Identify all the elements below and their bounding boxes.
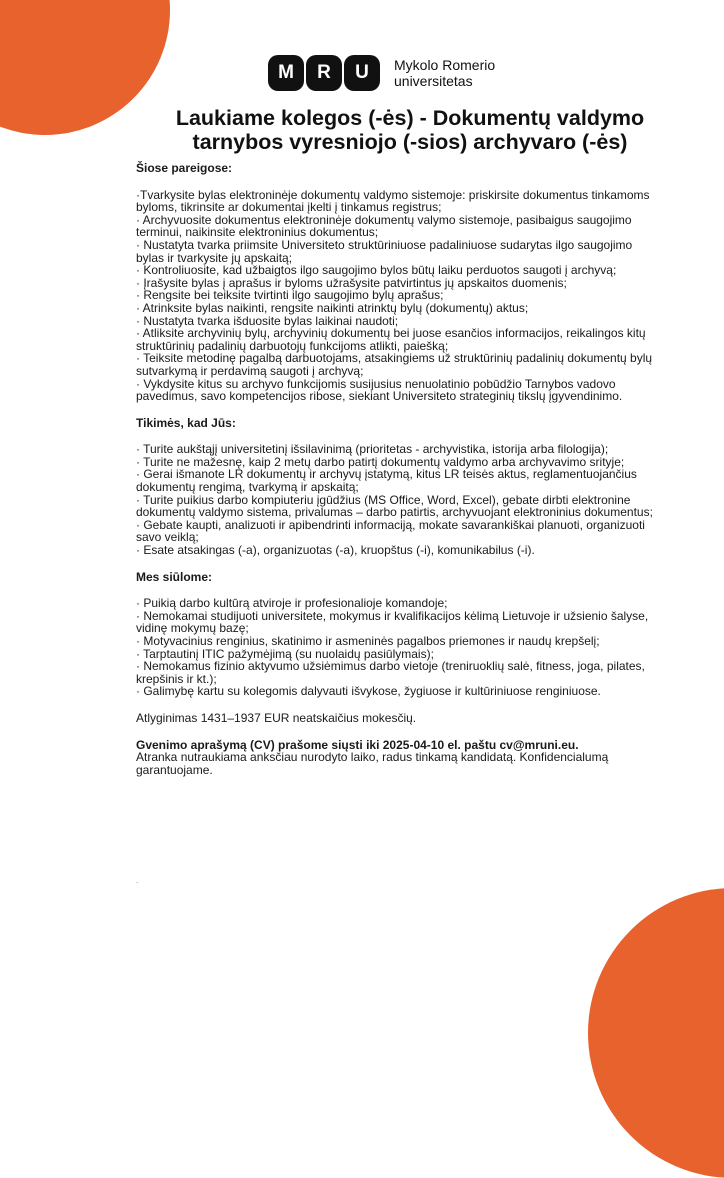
salary-text: Atlyginimas 1431–1937 EUR neatskaičius mokesčių. [136,710,417,725]
duties-heading: Šiose pareigose: [136,161,233,175]
logo-name-line1: Mykolo Romerio [394,57,496,73]
job-posting-body [136,162,656,776]
logo-letter-r: R [306,55,342,91]
list-item: · Turite ne mažesnę, kaip 2 metų darbo patirtį dokumentų valdymo arba archyvavimo srityje; [136,454,625,469]
list-item: · Galimybę kartu su kolegomis dalyvauti išvykose, žygiuose ir kultūriniuose renginiuose. [136,684,601,699]
list-item: · Vykdysite kitus su archyvo funkcijomis susijusius nenuolatinio pobūdžio Tarnybos vadovo pavedimus, savo kompetencijos ribose, siekiant Universiteto strateginių tikslų įgyvendinimo. [136,376,623,404]
list-item: · Archyvuosite dokumentus elektroninėje dokumentų valymo sistemoje, pasibaigus saugojimo terminui, naikinsite elektroninius dokumentus; [136,212,632,240]
list-item: · Atliksite archyvinių bylų, archyvinių dokumentų bei juose esančios informacijos, reikalingos kitų struktūrinių padalinių darbuotojų funkcijoms atlikti, paiešką; [136,326,646,353]
list-item: · Teiksite metodinę pagalbą darbuotojams, atsakingiems už struktūrinių padalinių dokumentų bylų sutvarkymą ir perdavimą saugoti į archyvą; [136,351,653,378]
list-item: · Turite puikius darbo kompiuteriu įgūdžius (MS Office, Word, Excel), gebate dirbti elektronine dokumentų valdymo sistema, privalumas – darbo patirtis, archyvuojant elektroninius dokumentus; [136,492,653,520]
title-line1: Laukiame kolegos (-ės) - Dokumentų valdymo [175,106,645,130]
apply-note: Atranka nutraukiama anksčiau nurodyto laiko, radus tinkamą kandidatą. Konfidencialumą garantuojame. [136,750,609,777]
requirements-list [136,443,656,556]
title-line2: tarnybos vyresniojo (-sios) archyvaro (-ės) [192,130,628,154]
list-item: · Kontroliuosite, kad užbaigtos ilgo saugojimo bylos būtų laiku perduotos saugoti į archyvą; [136,263,617,278]
logo-letter-u: U [344,55,380,91]
list-item: · Nemokamai studijuoti universitete, mokymus ir kvalifikacijos kėlimą Lietuvoje ir užsienio šalyse, vidinę mokymų bazę; [136,608,649,636]
footer-mark: . [136,876,139,885]
logo-university-name [394,57,495,89]
list-item: · Nustatyta tvarka išduosite bylas laikinai naudoti; [136,313,399,328]
logo-name-line2: universitetas [394,73,473,89]
list-item: · Gebate kaupti, analizuoti ir apibendrinti informaciją, mokate savarankiškai planuoti, organizuoti savo veiklą; [136,517,645,545]
duties-section [136,162,656,403]
list-item: · Turite aukštąjį universitetinį išsilavinimą (prioritetas - archyvistika, istorija arba filologija); [136,442,609,457]
list-item: · Nemokamus fizinio aktyvumo užsiėmimus darbo vietoje (treniruoklių salė, fitness, joga, pilates, krepšinis ir kt.); [136,659,645,686]
list-item: · Motyvacinius renginius, skatinimo ir asmeninės pagalbos priemones ir naudų krepšelį; [136,634,600,648]
requirements-section [136,417,656,557]
list-item: · Puikią darbo kultūrą atviroje ir profesionalioje komandoje; [136,596,448,611]
list-item: · Esate atsakingas (-a), organizuotas (-a), kruopštus (-i), komunikabilus (-i). [136,543,535,558]
apply-instructions: Gvenimo aprašymą (CV) prašome siųsti iki 2025-04-10 el. paštu cv@mruni.eu. [136,737,579,752]
list-item: · Tarptautinį ITIC pažymėjimą (su nuolaidų pasiūlymais); [136,646,434,661]
list-item: ·Tvarkysite bylas elektroninėje dokumentų valdymo sistemoje: priskirsite dokumentus tinkamoms byloms, tikrinsite ar dokumentai įkelti į tinkamus registrus; [136,187,650,215]
requirements-heading: Tikimės, kad Jūs: [136,415,236,430]
page-title [120,106,700,154]
offer-heading: Mes siūlome: [136,569,213,584]
logo-letter-m: M [268,55,304,91]
decorative-circle-bottom-right [588,888,724,1178]
list-item: · Įrašysite bylas į aprašus ir byloms užrašysite patvirtintus jų apskaitos duomenis; [136,275,567,290]
mru-logo [268,55,495,91]
list-item: · Rengsite bei teiksite tvirtinti ilgo saugojimo bylų aprašus; [136,288,444,303]
list-item: · Nustatyta tvarka priimsite Universiteto struktūriniuose padaliniuose sudarytas ilgo saugojimo bylas ir tvarkysite jų apskaitą; [136,237,633,265]
offer-list [136,597,656,698]
list-item: · Atrinksite bylas naikinti, rengsite naikinti atrinktų bylų (dokumentų) aktus; [136,300,529,315]
offer-section [136,571,656,698]
duties-list [136,189,656,403]
list-item: · Gerai išmanote LR dokumentų ir archyvų įstatymą, kitus LR teisės aktus, reglamentuojančius dokumentų rengimą, tvarkymą ir apskaitą; [136,467,637,495]
